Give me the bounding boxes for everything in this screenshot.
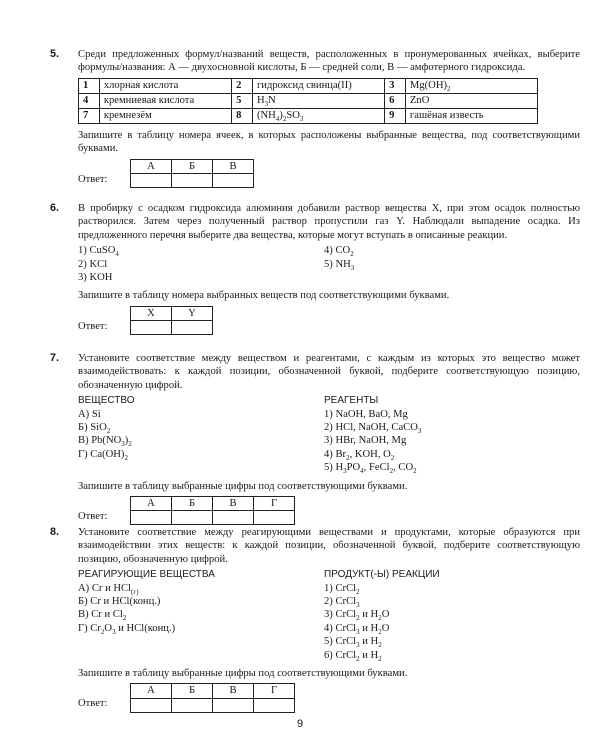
task-6 — [50, 202, 580, 335]
answer-letter-cell: X — [131, 306, 172, 320]
cell-number: 5 — [232, 93, 253, 108]
cell-substance: гидроксид свинца(II) — [252, 78, 384, 93]
answer-grid — [130, 496, 295, 525]
right-column-header: ПРОДУКТ(-Ы) РЕАКЦИИ — [324, 569, 440, 581]
cell-number: 6 — [385, 93, 406, 108]
task-number: 7. — [50, 352, 60, 364]
right-column-header: РЕАГЕНТЫ — [324, 395, 379, 407]
answer-block — [78, 496, 580, 525]
answer-block — [78, 159, 580, 188]
answer-label: Ответ: — [78, 510, 108, 522]
answer-input-cell[interactable] — [131, 321, 172, 335]
task-text: Среди предложенных формул/названий веществ, расположенных в пронумерованных ячейках, выберите формулы/названия: А — двухосновной кислоты, Б — средней соли, В — амфотерного гидроксида. — [78, 49, 580, 74]
left-column-header: ВЕЩЕСТВО — [78, 395, 135, 407]
task-instruction: Запишите в таблицу выбранные цифры под соответствующими буквами. — [78, 667, 408, 679]
answer-label: Ответ: — [78, 173, 108, 185]
matching-right-item: 5) $H_3PO_4$, FeCl$_2$, $CO_2$ — [324, 462, 417, 476]
answer-label: Ответ: — [78, 698, 108, 710]
cell-number: 2 — [232, 78, 253, 93]
answer-input-cell[interactable] — [131, 511, 172, 525]
answer-input-cell[interactable] — [172, 174, 213, 188]
cell-substance: хлорная кислота — [99, 78, 231, 93]
option-item: 2) KCl — [78, 258, 108, 270]
cells-row — [79, 93, 538, 108]
answer-input-cell[interactable] — [131, 698, 172, 712]
cell-number: 8 — [232, 108, 253, 123]
options-left — [78, 244, 308, 284]
substance-cells-table — [78, 78, 538, 124]
answer-letter-cell: А — [131, 159, 172, 173]
answer-block — [78, 306, 580, 335]
cell-substance: $Mg(OH)_2$ — [405, 78, 537, 93]
matching-left-item: А) Cr и HCl$_{(г)}$ — [78, 582, 139, 596]
task-number: 6. — [50, 202, 60, 214]
answer-letter-cell: Б — [172, 684, 213, 698]
answer-input-cell[interactable] — [213, 511, 254, 525]
task-5 — [50, 48, 580, 188]
task-8 — [50, 526, 580, 713]
cell-number: 3 — [385, 78, 406, 93]
matching-left-item: Б) Cr и HCl(конц.) — [78, 596, 161, 607]
matching-right-item: 3) HBr, NaOH, Mg — [324, 435, 407, 447]
answer-letter-cell: В — [213, 496, 254, 510]
answer-block — [78, 683, 580, 712]
answer-letter-cell: Г — [254, 684, 295, 698]
cells-row — [79, 108, 538, 123]
cells-row — [79, 78, 538, 93]
cell-substance: кремниевая кислота — [99, 93, 231, 108]
answer-input-cell[interactable] — [131, 174, 172, 188]
matching-left-item: Г) $Cr_2O_3$ и HCl(конц.) — [78, 622, 176, 636]
option-item: 1) CuSO$_4$ — [78, 245, 119, 259]
task-number: 5. — [50, 48, 60, 60]
matching-right-item: 1) NaOH, BaO, Mg — [324, 408, 408, 420]
page-number: 9 — [296, 718, 304, 730]
cell-substance: $(NH_4)_2SO_3$ — [252, 108, 384, 123]
options-right — [324, 244, 554, 284]
matching-right-item: 2) HCl, NaOH, CaCO$_3$ — [324, 422, 422, 436]
cell-substance: ZnO — [405, 93, 537, 108]
cell-substance: гашёная известь — [405, 108, 537, 123]
cell-number: 9 — [385, 108, 406, 123]
answer-letter-cell: В — [213, 159, 254, 173]
cell-number: 4 — [79, 93, 100, 108]
matching-left-item: В) $Pb(NO_3)_2$ — [78, 435, 132, 449]
answer-grid — [130, 306, 213, 335]
left-column-header: РЕАГИРУЮЩИЕ ВЕЩЕСТВА — [78, 569, 215, 581]
task-text: В пробирку с осадком гидроксида алюминия добавили раствор вещества X, при этом осадок полностью растворился. Затем через полученный раствор пропустили газ Y. Наблюдали выпадение осадка. Из предложенного перечня выберите два вещества, которые могут вступать в описанные реакции. — [78, 203, 580, 241]
task-7 — [50, 352, 580, 525]
matching-left-item: Г) $Ca(OH)_2$ — [78, 448, 128, 462]
task-text: Установите соответствие между веществом и реагентами, с каждым из которых это вещество может взаимодействовать: к каждой позиции, обозначенной буквой, подберите соответствующую позицию, обозначенную цифрой. — [78, 353, 580, 391]
option-item: 4) $CO_2$ — [324, 245, 354, 259]
answer-input-cell[interactable] — [172, 698, 213, 712]
task-instruction: Запишите в таблицу выбранные цифры под соответствующими буквами. — [78, 480, 408, 492]
answer-letter-cell: Б — [172, 159, 213, 173]
matching-right-item: 1) CrCl$_2$ — [324, 582, 360, 596]
answer-input-cell[interactable] — [213, 698, 254, 712]
matching-right-item: 2) CrCl$_3$ — [324, 596, 360, 610]
cell-number: 7 — [79, 108, 100, 123]
answer-input-cell[interactable] — [254, 511, 295, 525]
matching-left-item: В) Cr и $Cl_2$ — [78, 609, 127, 623]
task-text: Установите соответствие между реагирующими веществами и продуктами, которые образуются при взаимодействии этих веществ: к каждой позиции, обозначенной буквой, подберите соответствующую позицию, обозначенную цифрой. — [78, 527, 580, 565]
matching-columns — [78, 394, 580, 474]
matching-right-item: 5) CrCl$_3$ и $H_2$ — [324, 636, 382, 650]
answer-label: Ответ: — [78, 320, 108, 332]
answer-letter-cell: Г — [254, 496, 295, 510]
answer-letter-cell: В — [213, 684, 254, 698]
matching-left-item: Б) SiO$_2$ — [78, 422, 111, 436]
matching-columns — [78, 568, 580, 662]
answer-input-cell[interactable] — [213, 174, 254, 188]
cell-substance: $H_3N$ — [252, 93, 384, 108]
task-number: 8. — [50, 526, 60, 538]
option-item: 3) KOH — [78, 272, 113, 283]
option-item: 5) $NH_3$ — [324, 258, 355, 272]
answer-input-cell[interactable] — [254, 698, 295, 712]
cell-number: 1 — [79, 78, 100, 93]
task-instruction: Запишите в таблицу номера выбранных веществ под соответствующими буквами. — [78, 290, 450, 302]
answer-grid — [130, 159, 254, 188]
matching-right-item: 3) CrCl$_2$ и $H_2O$ — [324, 609, 390, 623]
matching-right-item: 6) CrCl$_2$ и $H_2$ — [324, 649, 382, 663]
answer-grid — [130, 683, 295, 712]
options — [78, 244, 580, 284]
matching-right-item: 4) CrCl$_3$ и $H_2O$ — [324, 622, 390, 636]
answer-input-cell[interactable] — [172, 321, 213, 335]
answer-letter-cell: А — [131, 684, 172, 698]
matching-right-item: 4) $Br_2$, KOH, $O_2$ — [324, 448, 395, 462]
task-instruction: Запишите в таблицу номера ячеек, в которых расположены выбранные вещества, под соответствующими буквами. — [78, 129, 580, 155]
answer-letter-cell: Y — [172, 306, 213, 320]
answer-input-cell[interactable] — [172, 511, 213, 525]
matching-left-item: А) Si — [78, 408, 101, 420]
answer-letter-cell: Б — [172, 496, 213, 510]
answer-letter-cell: А — [131, 496, 172, 510]
cell-substance: кремнезём — [99, 108, 231, 123]
